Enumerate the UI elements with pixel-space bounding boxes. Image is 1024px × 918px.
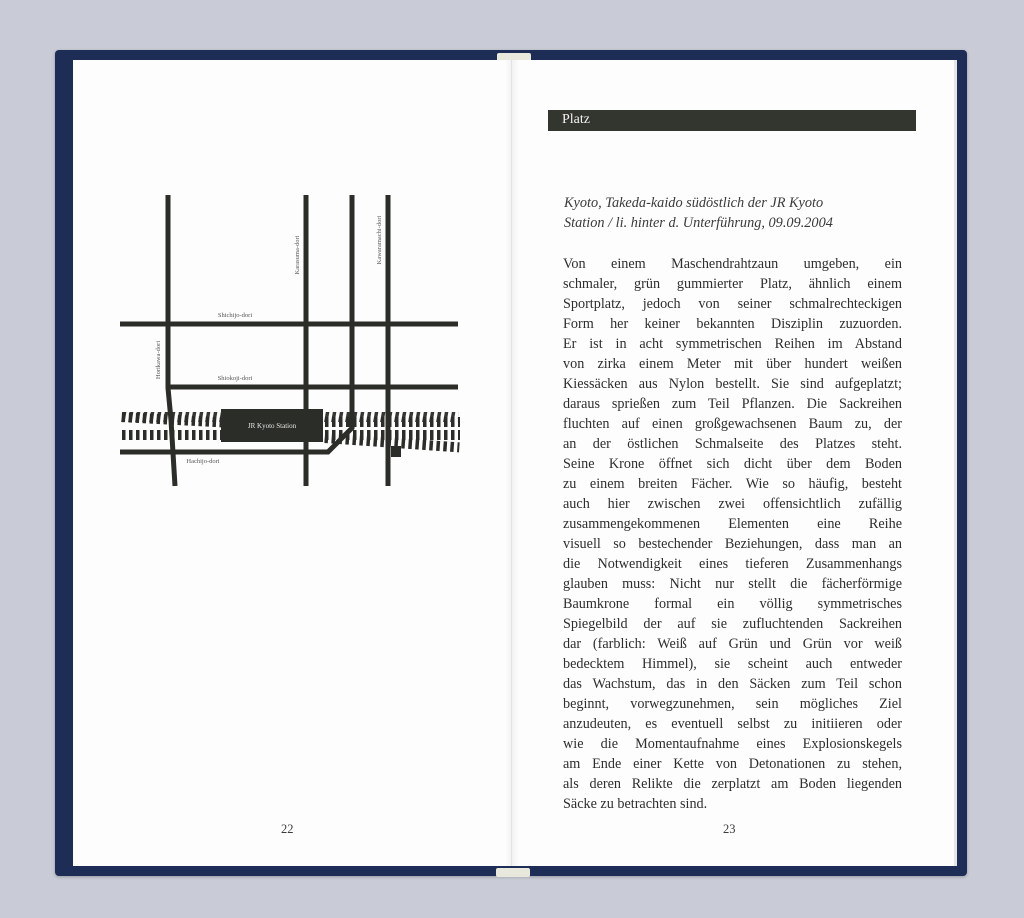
body-paragraph: [563, 254, 902, 814]
text-line: Säcke zu betrachten sind.: [563, 796, 708, 812]
text-line: Form her keiner bekannten Disziplin zuzuorden.: [563, 316, 902, 332]
text-line: Sportplatz, jedoch von seiner schmalrechteckigen: [563, 296, 902, 312]
section-title: Platz: [562, 112, 590, 127]
text-line: am Ende einer Kette von Detonationen zu stehen,: [563, 756, 902, 772]
text-line: dar (farblich: Weiß auf Grün und Grün vor weiß: [563, 636, 902, 652]
text-line: daraus sprießen zum Teil Pflanzen. Die Sackreihen: [563, 396, 902, 412]
text-line: an der östlichen Schmalseite des Platzes steht.: [563, 436, 902, 452]
text-line: von zirka einem Meter mit über hundert weißen: [563, 356, 902, 372]
section-header: [548, 110, 916, 131]
text-line: das Wachstum, das in den Säcken zum Teil schon: [563, 676, 902, 692]
svg-text:Karasuma-dori: Karasuma-dori: [294, 235, 301, 275]
caption-line: Kyoto, Takeda-kaido südöstlich der JR Kyoto: [564, 195, 824, 211]
text-line: auch hier zwischen zwei offensichtlich zufällig: [563, 496, 902, 512]
text-line: anzudeuten, es eventuell selbst zu initiieren oder: [563, 716, 902, 732]
text-line: die Notwendigkeit eines tieferen Zusammenhangs: [563, 556, 902, 572]
page-number-left: 22: [281, 822, 294, 836]
text-line: schmaler, grün gummierter Platz, ähnlich einem: [563, 276, 902, 292]
text-line: zusammengekommenen Elementen eine Reihe: [563, 516, 902, 532]
location-caption: [564, 193, 904, 233]
text-line: glauben muss: Nicht nur stellt die fächerförmige: [563, 576, 902, 592]
text-line: Seine Krone öffnet sich dicht über dem Boden: [563, 456, 902, 472]
svg-text:Shiokoji-dori: Shiokoji-dori: [217, 375, 253, 382]
page-number-right: 23: [723, 822, 736, 836]
location-marker: [391, 446, 401, 457]
station-label: JR Kyoto Station: [247, 422, 297, 430]
text-line: bedecktem Himmel), sie scheint auch entweder: [563, 656, 902, 672]
text-line: Von einem Maschendrahtzaun umgeben, ein: [563, 256, 902, 272]
text-line: Er ist in acht symmetrischen Reihen im Abstand: [563, 336, 902, 352]
headband-bottom: [496, 868, 530, 877]
svg-text:Hachijo-dori: Hachijo-dori: [186, 458, 220, 465]
spine-gutter: [505, 60, 519, 866]
street-horikawa: [168, 195, 175, 486]
caption-line: Station / li. hinter d. Unterführung, 09.09.2004: [564, 215, 833, 231]
text-line: visuell so bestechender Beziehungen, dass man an: [563, 536, 902, 552]
text-line: Spiegelbild der auf sie zufluchtenden Sackreihen: [563, 616, 902, 632]
text-line: zu einem breiten Fächer. Wie so häufig, besteht: [563, 476, 902, 492]
text-line: Baumkrone formal ein völlig symmetrisches: [563, 596, 902, 612]
text-line: beginnt, vorwegzunehmen, sein mögliches Ziel: [563, 696, 902, 712]
svg-text:Kawaramachi-dori: Kawaramachi-dori: [376, 215, 383, 265]
text-line: fluchten auf einen großgewachsenen Baum zu, der: [563, 416, 902, 432]
text-line: Kiessäcken aus Nylon bestellt. Sie sind aufgeplatzt;: [563, 376, 902, 392]
street-map: [115, 190, 465, 495]
text-line: wie die Momentaufnahme eines Explosionskegels: [563, 736, 902, 752]
svg-text:Horikawa-dori: Horikawa-dori: [155, 340, 162, 380]
svg-text:Shichijo-dori: Shichijo-dori: [217, 312, 253, 319]
text-line: als deren Relikte die zerplatzt am Boden liegenden: [563, 776, 902, 792]
